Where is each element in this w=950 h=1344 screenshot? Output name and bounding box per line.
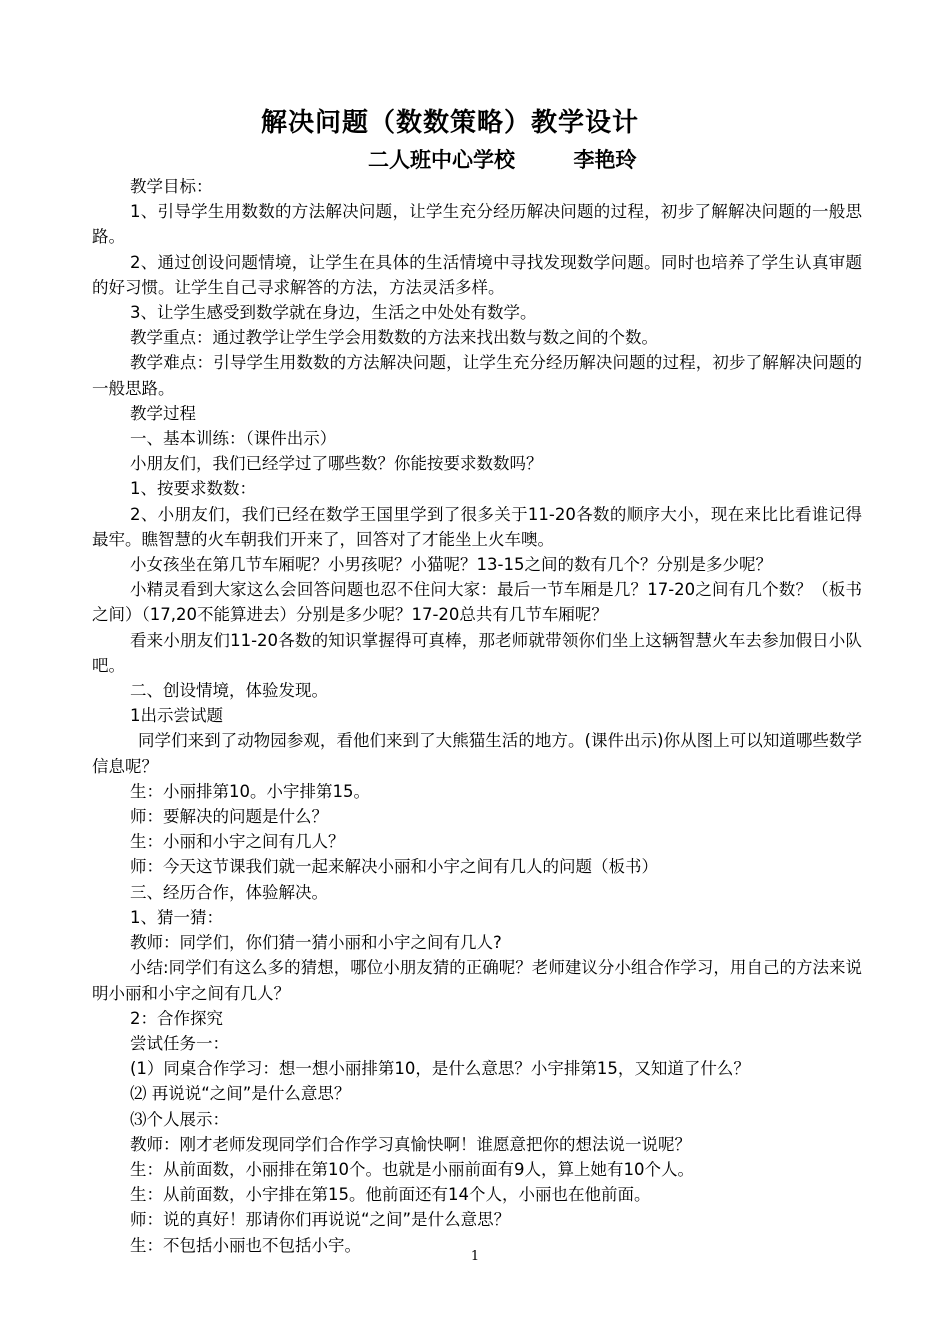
paragraph: 师：要解决的问题是什么？ [130, 807, 328, 827]
paragraph: 师：说的真好！那请你们再说说“之间”是什么意思？ [130, 1210, 511, 1230]
paragraph: 教学重点：通过教学让学生学会用数数的方法来找出数与数之间的个数。 [130, 328, 658, 348]
paragraph: ⑶个人展示： [130, 1109, 229, 1129]
paragraph: 一、基本训练：（课件出示） [130, 429, 337, 449]
paragraph: 1、引导学生用数数的方法解决问题，让学生充分经历解决问题的过程，初步了解解决问题的一般思路。 [92, 202, 862, 247]
paragraph: 2：合作探究 [130, 1008, 223, 1028]
paragraph: 三、经历合作，体验解决。 [130, 882, 328, 902]
paragraph: 生：从前面数，小宇排在第15。他前面还有14个人，小丽也在他前面。 [130, 1185, 651, 1205]
paragraph: 1出示尝试题 [130, 706, 223, 726]
paragraph: 生：小丽和小宇之间有几人？ [130, 832, 345, 852]
paragraph: 教学过程 [130, 403, 196, 423]
paragraph: 生：不包括小丽也不包括小宇。 [130, 1235, 361, 1255]
paragraph: 教师：刚才老师发现同学们合作学习真愉快啊！谁愿意把你的想法说一说呢？ [130, 1134, 691, 1154]
paragraph: 2、小朋友们，我们已经在数学王国里学到了很多关于11-20各数的顺序大小，现在来比比看谁记得最牢。瞧智慧的火车朝我们开来了，回答对了才能坐上火车噢。 [92, 504, 862, 549]
paragraph: 1、猜一猜： [130, 907, 223, 927]
paragraph: 小精灵看到大家这么会回答问题也忍不住问大家：最后一节车厢是几？17-20之间有几个数？（板书之间）（17,20不能算进去）分别是多少呢？17-20总共有几节车厢呢？ [92, 580, 862, 625]
paragraph: 生：从前面数，小丽排在第10个。也就是小丽前面有9人，算上她有10个人。 [130, 1159, 694, 1179]
document-title: 解决问题（数数策略）教学设计 [260, 108, 639, 138]
paragraph: ⑵ 再说说“之间”是什么意思？ [130, 1084, 351, 1104]
document-body [92, 174, 862, 1258]
paragraph: (1）同桌合作学习：想一想小丽排第10，是什么意思？小宇排第15，又知道了什么？ [130, 1059, 750, 1079]
paragraph: 教学目标： [130, 177, 213, 196]
paragraph: 同学们来到了动物园参观，看他们来到了大熊猫生活的地方。(课件出示)你从图上可以知道哪些数学信息呢？ [92, 731, 862, 776]
paragraph: 教师：同学们，你们猜一猜小丽和小宇之间有几人? [130, 933, 502, 953]
paragraph: 2、通过创设问题情境，让学生在具体的生活情境中寻找发现数学问题。同时也培养了学生认真审题的好习惯。让学生自己寻求解答的方法，方法灵活多样。 [92, 252, 862, 297]
paragraph: 二、创设情境，体验发现。 [130, 681, 328, 701]
page-number: 1 [470, 1249, 480, 1264]
paragraph: 3、让学生感受到数学就在身边，生活之中处处有数学。 [130, 303, 537, 323]
paragraph: 看来小朋友们11-20各数的知识掌握得可真棒，那老师就带领你们坐上这辆智慧火车去参加假日小队吧。 [92, 630, 862, 675]
paragraph: 1、按要求数数： [130, 479, 256, 499]
paragraph: 师：今天这节课我们就一起来解决小丽和小宇之间有几人的问题（板书） [130, 857, 658, 877]
paragraph: 尝试任务一： [130, 1033, 229, 1053]
paragraph: 教学难点：引导学生用数数的方法解决问题，让学生充分经历解决问题的过程，初步了解解决问题的一般思路。 [92, 353, 862, 398]
paragraph: 小结:同学们有这么多的猜想，哪位小朋友猜的正确呢？老师建议分小组合作学习，用自己的方法来说明小丽和小宇之间有几人？ [92, 958, 862, 1003]
document-subtitle: 二人班中心学校 李艳玲 [368, 148, 637, 172]
paragraph: 小女孩坐在第几节车厢呢？小男孩呢？小猫呢？13-15之间的数有几个？分别是多少呢？ [130, 555, 772, 575]
paragraph: 生：小丽排第10。小宇排第15。 [130, 781, 370, 801]
paragraph: 小朋友们，我们已经学过了哪些数？你能按要求数数吗？ [130, 454, 543, 474]
